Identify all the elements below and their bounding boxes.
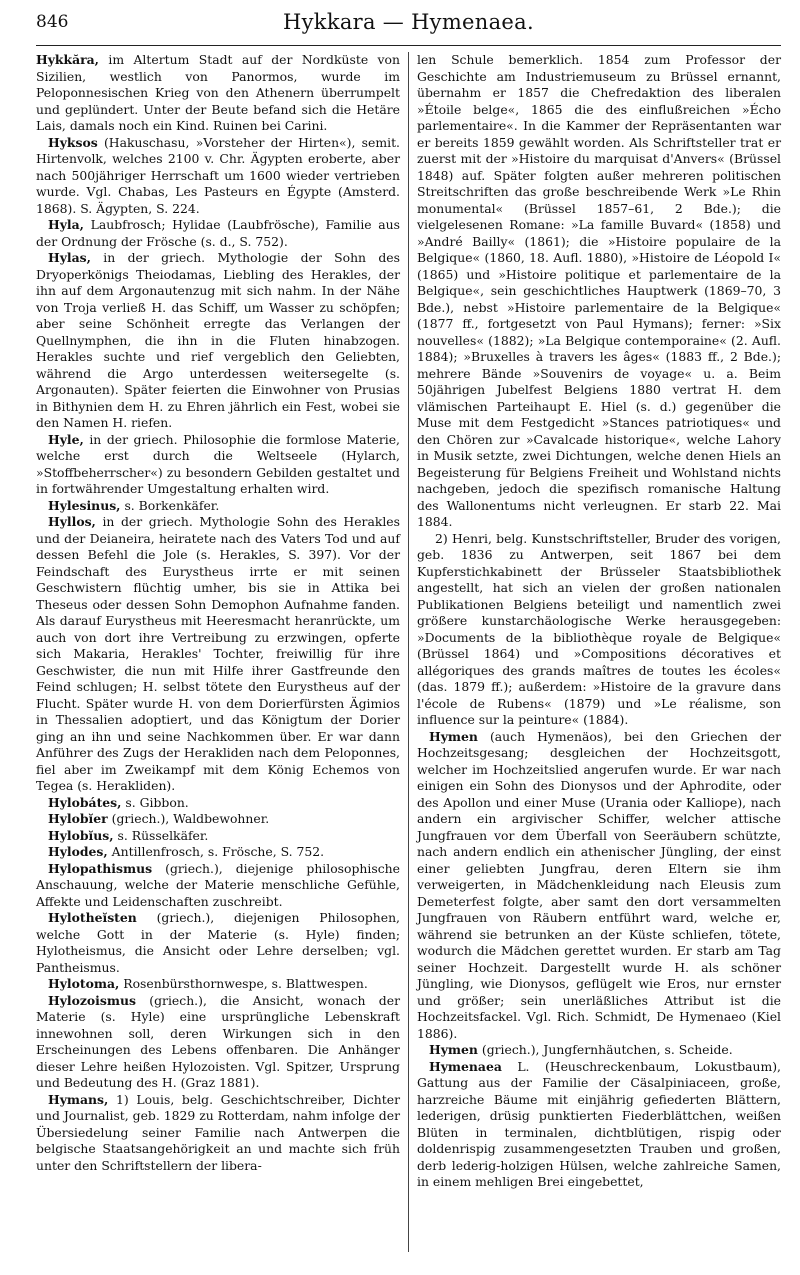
dictionary-entry (36, 993, 400, 1092)
entry-text: in der griech. Philosophie die formlose Materie, welche erst durch die Weltseele (Hylarch, »Stoffbeherrscher«) zu besondern Gebilden gestaltet und in fortwährender Umgestaltung erhalten wird. (36, 431, 400, 496)
entry-text: (griech.), diejenigen Philosophen, welche Gott in der Materie (s. Hyle) finden; Hylotheismus, die Ansicht oder Lehre derselben; vgl. Pantheismus. (36, 910, 400, 975)
dictionary-entry (36, 217, 400, 250)
entry-headword: Hylobĭer (48, 811, 108, 826)
entry-text: 2) Henri, belg. Kunstschriftsteller, Bruder des vorigen, geb. 1836 zu Antwerpen, seit 1867 bei dem Kupferstichkabinett der Brüsseler Staatsbibliothek angestellt, hat sich an vielen der großen nationalen Publikationen Belgiens beteiligt und namentlich zwei größere kunstarchäologische Werke herausgegeben: »Documents de la bibliothèque royale de Belgique« (Brüssel 1864) und »Compositions décoratives et allégoriques des grands maîtres de toutes les écoles« (das. 1879 ff.); außerdem: »Histoire de la gravure dans l'école de Rubens« (1879) und »Le réalisme, son influence sur la peinture« (1884). (417, 530, 781, 727)
entry-text: im Altertum Stadt auf der Nordküste von Sizilien, westlich von Panormos, wurde im Peloponnesischen Krieg von den Athenern überrumpelt und geplündert. Unter der Beute befand sich die Hetäre Lais, damals noch ein Kind. Ruinen bei Carini. (36, 52, 400, 133)
dictionary-entry (417, 729, 781, 1043)
entry-text: len Schule bemerklich. 1854 zum Professor der Geschichte am Industriemuseum zu Brüssel ernannt, übernahm er 1857 die Chefredaktion des liberalen »Étoile belge«, 1865 die des einflußreichen »Écho parlementaire«. In die Kammer der Repräsentanten war er bereits 1859 gewählt worden. Als Schriftsteller trat er zuerst mit der »Histoire du marquisat d'Anvers« (Brüssel 1848) auf. Später folgten außer mehreren politischen Streitschriften das große beschreibende Werk »Le Rhin monumental« (Brüssel 1857–61, 2 Bde.); die vielgelesenen Romane: »La famille Buvard« (1858) und »André Bailly« (1861); die »Histoire populaire de la Belgique« (1860, 18. Aufl. 1880), »Histoire de Léopold I« (1865) und »Histoire politique et parlementaire de la Belgique«, sein geschichtliches Hauptwerk (1869–70, 3 Bde.), nebst »Histoire parlementaire de la Belgique« (1877 ff., fortgesetzt von Paul Hymans); ferner: »Six nouvelles« (1882); »La Belgique contemporaine« (2. Aufl. 1884); »Bruxelles à travers les âges« (1883 ff., 2 Bde.); mehrere Bände »Souvenirs de voyage« u. a. Beim 50jährigen Jubelfest Belgiens 1880 vertrat H. dem vlämischen Parteihaupt E. Hiel (s. d.) gegenüber die Muse mit dem Festgedicht »Stances patriotiques« und den Chören zur »Cavalcade historique«, welche Lahory in Musik setzte, zwei Dichtungen, welche denen Hiels an Begeisterung für Belgiens Freiheit und Wohlstand nichts nachgeben, jedoch die spezifisch romanische Haltung des Wallonentums nicht verleugnen. Er starb 22. Mai 1884. (417, 52, 781, 529)
entry-headword: Hylozoismus (48, 992, 136, 1008)
entry-headword: Hyksos (48, 134, 98, 150)
entry-text: (griech.), die Ansicht, wonach der Materie (s. Hyle) eine ursprüngliche Lebenskraft innewohnen soll, deren Wirkungen sich in den Erscheinungen des Lebens offenbaren. Die Anhänger dieser Lehre heißen Hylozoisten. Vgl. Spitzer, Ursprung und Bedeutung des H. (Graz 1881). (36, 992, 400, 1090)
entry-headword: Hylotoma, (48, 976, 120, 991)
entry-headword: Hykkăra, (36, 52, 99, 67)
entry-headword: Hymen (429, 728, 478, 744)
page-number: 846 (36, 12, 69, 32)
entry-headword: Hymans, (48, 1091, 109, 1107)
dictionary-entry (36, 498, 400, 515)
dictionary-entry (36, 514, 400, 795)
left-column (36, 52, 400, 1174)
column-divider (408, 52, 409, 1252)
entry-text: in der griech. Mythologie der Sohn des Dryoperkönigs Theiodamas, Liebling des Herakles, der ihn auf dem Argonautenzug mit sich nahm. In der Nähe von Troja verließ H. das Schiff, um Wasser zu schöpfen; aber seine Schönheit erregte das Verlangen der Quellnymphen, die ihn in die Fluten hinabzogen. Herakles suchte und rief vergeblich den Geliebten, während die Argo unterdessen weitersegelte (s. Argonauten). Später feierten die Einwohner von Prusias in Bithynien dem H. zu Ehren jährlich ein Fest, wobei sie den Namen H. riefen. (36, 250, 400, 430)
dictionary-entry (36, 795, 400, 812)
entry-headword: Hylotheĭsten (48, 910, 137, 925)
entry-text: (griech.), Jungfernhäutchen, s. Scheide. (477, 1042, 733, 1057)
entry-text: in der griech. Mythologie Sohn des Herakles und der Deianeira, heiratete nach des Vaters Tod und auf dessen Befehl die Jole (s. Herakles, S. 397). Vor der Feindschaft des Eurystheus irrte er mit seinen Geschwistern flüchtig umher, bis sie in Attika bei Theseus oder dessen Sohn Demophon Aufnahme fanden. Als darauf Eurystheus mit Heeresmacht heranrückte, um auch von dort ihre Vertreibung zu erzwingen, opferte sich Makaria, Herakles' Tochter, freiwillig für ihre Geschwister, die nun mit Hilfe ihrer Gastfreunde den Feind schlugen; H. selbst tötete den Eurystheus auf der Flucht. Später wurde H. von dem Dorierfürsten Ägimios in Thessalien adoptiert, und das Königtum der Dorier ging an ihn und seine Nachkommen über. Er war dann Anführer des Zugs der Herakliden nach dem Peloponnes, fiel aber im Zweikampf mit dem König Echemos von Tegea (s. Herakliden). (36, 514, 400, 793)
dictionary-entry (36, 1092, 400, 1175)
dictionary-entry (36, 811, 400, 828)
dictionary-entry (36, 828, 400, 845)
right-column (417, 52, 781, 1191)
entry-headword: Hylas, (48, 250, 91, 265)
entry-headword: Hymen (429, 1042, 478, 1057)
entry-text: L. (Heuschreckenbaum, Lokustbaum), Gattung aus der Familie der Cäsalpiniaceen, große, harzreiche Bäume mit einjährig gefiederten Blättern, lederigen, drüsig punktierten Fiederblättchen, weißen Blüten in terminalen, dichtblütigen, rispig oder doldenrispig zusammengesetzten Trauben und großen, derb lederig-holzigen Hülsen, welche zahlreiche Samen, in einem mehligen Brei eingebettet, (417, 1058, 781, 1189)
dictionary-entry (36, 976, 400, 993)
entry-headword: Hyllos, (48, 514, 96, 529)
dictionary-entry (36, 432, 400, 498)
entry-headword: Hyla, (48, 217, 84, 232)
entry-text: s. Rüsselkäfer. (113, 827, 209, 843)
entry-headword: Hylopathismus (48, 860, 153, 876)
dictionary-entry (36, 250, 400, 432)
entry-text: s. Borkenkäfer. (120, 497, 220, 513)
entry-text: 1) Louis, belg. Geschichtschreiber, Dichter und Journalist, geb. 1829 zu Rotterdam, nahm infolge der Übersiedelung seiner Familie nach Antwerpen die belgische Staatsangehörigkeit an und machte sich früh unter den Schriftstellern der libera- (36, 1091, 400, 1173)
entry-text: (griech.), Waldbewohner. (107, 811, 270, 826)
entry-text: (Hakuschasu, »Vorsteher der Hirten«), semit. Hirtenvolk, welches 2100 v. Chr. Ägypten eroberte, aber nach 500jähriger Herrschaft um 1600 wieder vertrieben wurde. Vgl. Chabas, Les Pasteurs en Égypte (Amsterd. 1868). S. Ägypten, S. 224. (36, 134, 400, 216)
dictionary-entry (36, 861, 400, 911)
header-rule (36, 45, 781, 46)
entry-headword: Hymenaea (429, 1058, 502, 1074)
entry-text: (griech.), diejenige philosophische Anschauung, welche der Materie menschliche Gefühle, Affekte und Leidenschaften zuschreibt. (36, 860, 400, 909)
entry-text: (auch Hymenäos), bei den Griechen der Hochzeitsgesang; desgleichen der Hochzeitsgott, welcher im Hochzeitslied angerufen wurde. Er war nach einigen ein Sohn des Dionysos und der Aphrodite, oder des Apollon und einer Muse (Urania oder Kalliope), nach andern ein argivischer Schiffer, welcher attische Jungfrauen vor dem Überfall von Seeräubern schützte, nach andern endlich ein athenischer Jüngling, der einst einer geliebten Jungfrau, deren Eltern sie ihm verweigerten, in Mädchenkleidung nach Eleusis zum Demeterfest folgte, aber samt den dort versammelten Jungfrauen von Räubern entführt ward, welche er, während sie betrunken an der Küste schliefen, tötete, wodurch die Mädchen gerettet wurden. Er starb am Tag seiner Hochzeit. Dargestellt wurde H. als schöner Jüngling, wie Dionysos, geflügelt wie Eros, nur ernster und größer; sein unerläßliches Attribut ist die Hochzeitsfackel. Vgl. Rich. Schmidt, De Hymenaeo (Kiel 1886). (417, 728, 781, 1041)
dictionary-entry (36, 910, 400, 976)
running-head: Hykkara — Hymenaea. (283, 10, 534, 34)
entry-headword: Hylodes, (48, 844, 108, 859)
entry-text: s. Gibbon. (121, 794, 189, 810)
entry-text: Antillenfrosch, s. Frösche, S. 752. (107, 844, 325, 859)
entry-headword: Hylobátes, (48, 794, 122, 810)
dictionary-entry (417, 1042, 781, 1059)
page-header (36, 10, 781, 40)
entry-headword: Hylobĭus, (48, 827, 114, 843)
dictionary-entry (36, 844, 400, 861)
entry-headword: Hyle, (48, 431, 84, 447)
dictionary-entry (417, 52, 781, 531)
entry-headword: Hylesinus, (48, 497, 121, 513)
dictionary-entry (417, 1059, 781, 1191)
dictionary-entry (36, 52, 400, 135)
entry-text: Rosenbürsthornwespe, s. Blattwespen. (119, 976, 368, 991)
dictionary-entry (36, 135, 400, 218)
dictionary-entry (417, 531, 781, 729)
entry-text: Laubfrosch; Hylidae (Laubfrösche), Familie aus der Ordnung der Frösche (s. d., S. 752). (36, 217, 400, 249)
